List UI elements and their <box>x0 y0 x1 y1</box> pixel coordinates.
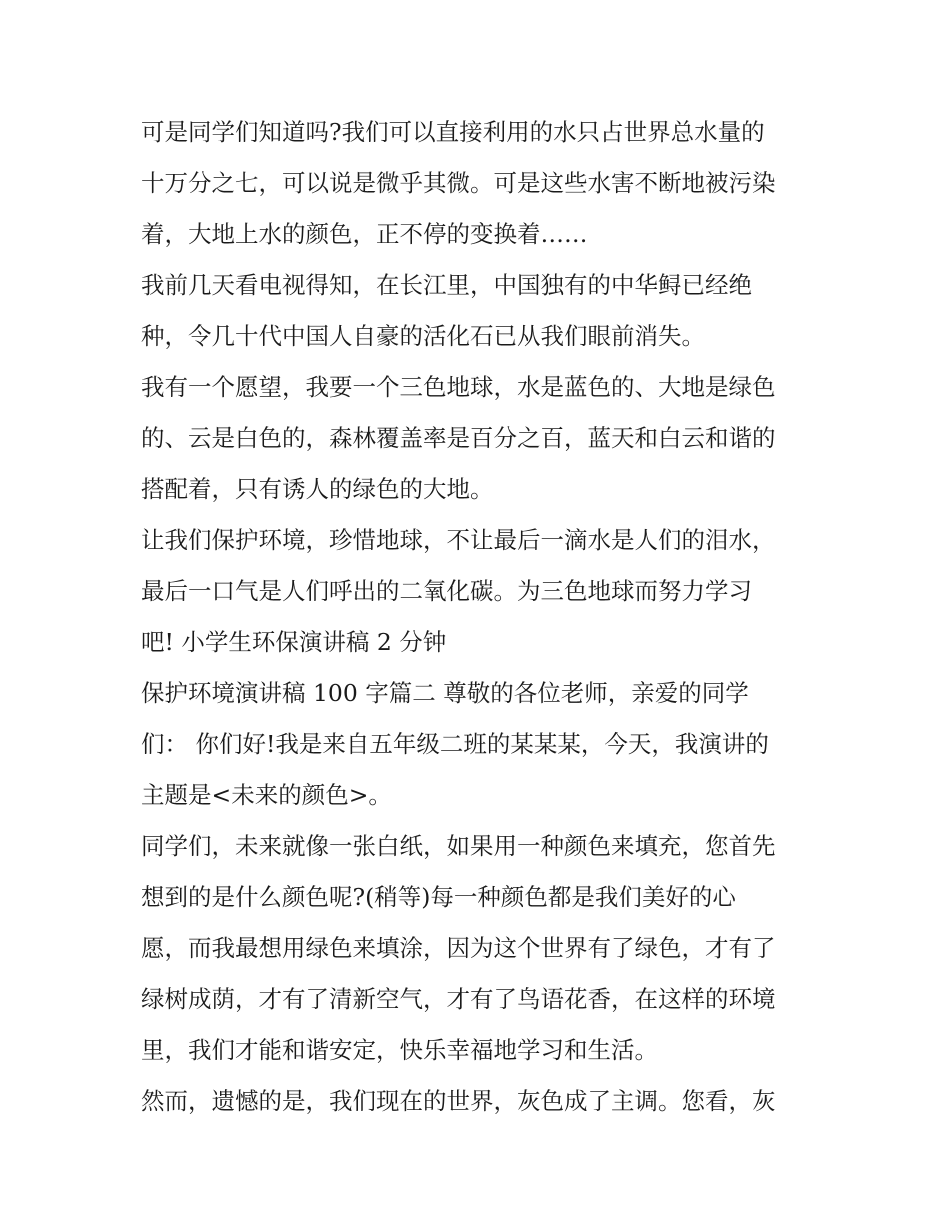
text-line: 我有一个愿望，我要一个三色地球，水是蓝色的、大地是绿色 <box>141 373 776 401</box>
text-line: 种，令几十代中国人自豪的活化石已从我们眼前消失。 <box>141 322 705 350</box>
text-line: 然而，遗憾的是，我们现在的世界，灰色成了主调。您看，灰 <box>141 1087 776 1115</box>
text-line: 最后一口气是人们呼出的二氧化碳。为三色地球而努力学习 <box>141 577 752 605</box>
document-body <box>141 107 816 1127</box>
text-line: 想到的是什么颜色呢?(稍等)每一种颜色都是我们美好的心 <box>141 883 736 911</box>
text-line: 同学们，未来就像一张白纸，如果用一种颜色来填充，您首先 <box>141 832 776 860</box>
text-line: 绿树成荫，才有了清新空气，才有了鸟语花香，在这样的环境 <box>141 985 776 1013</box>
text-line: 主题是<未来的颜色>。 <box>141 781 392 809</box>
text-line: 搭配着，只有诱人的绿色的大地。 <box>141 475 494 503</box>
text-line: 我前几天看电视得知，在长江里，中国独有的中华鲟已经绝 <box>141 271 752 299</box>
text-line: 十万分之七，可以说是微乎其微。可是这些水害不断地被污染 <box>141 169 776 197</box>
text-line: 保护环境演讲稿 100 字篇二 尊敬的各位老师，亲爱的同学 <box>141 679 749 707</box>
text-line: 们： 你们好!我是来自五年级二班的某某某，今天，我演讲的 <box>141 730 769 758</box>
text-line: 吧! 小学生环保演讲稿 2 分钟 <box>141 628 447 656</box>
text-line: 的、云是白色的，森林覆盖率是百分之百，蓝天和白云和谐的 <box>141 424 776 452</box>
text-line: 可是同学们知道吗?我们可以直接利用的水只占世界总水量的 <box>141 118 765 146</box>
text-line: 里，我们才能和谐安定，快乐幸福地学习和生活。 <box>141 1036 658 1064</box>
text-line: 愿，而我最想用绿色来填涂，因为这个世界有了绿色，才有了 <box>141 934 776 962</box>
text-line: 着，大地上水的颜色，正不停的变换着…… <box>141 220 588 248</box>
text-line: 让我们保护环境，珍惜地球，不让最后一滴水是人们的泪水， <box>141 526 776 554</box>
